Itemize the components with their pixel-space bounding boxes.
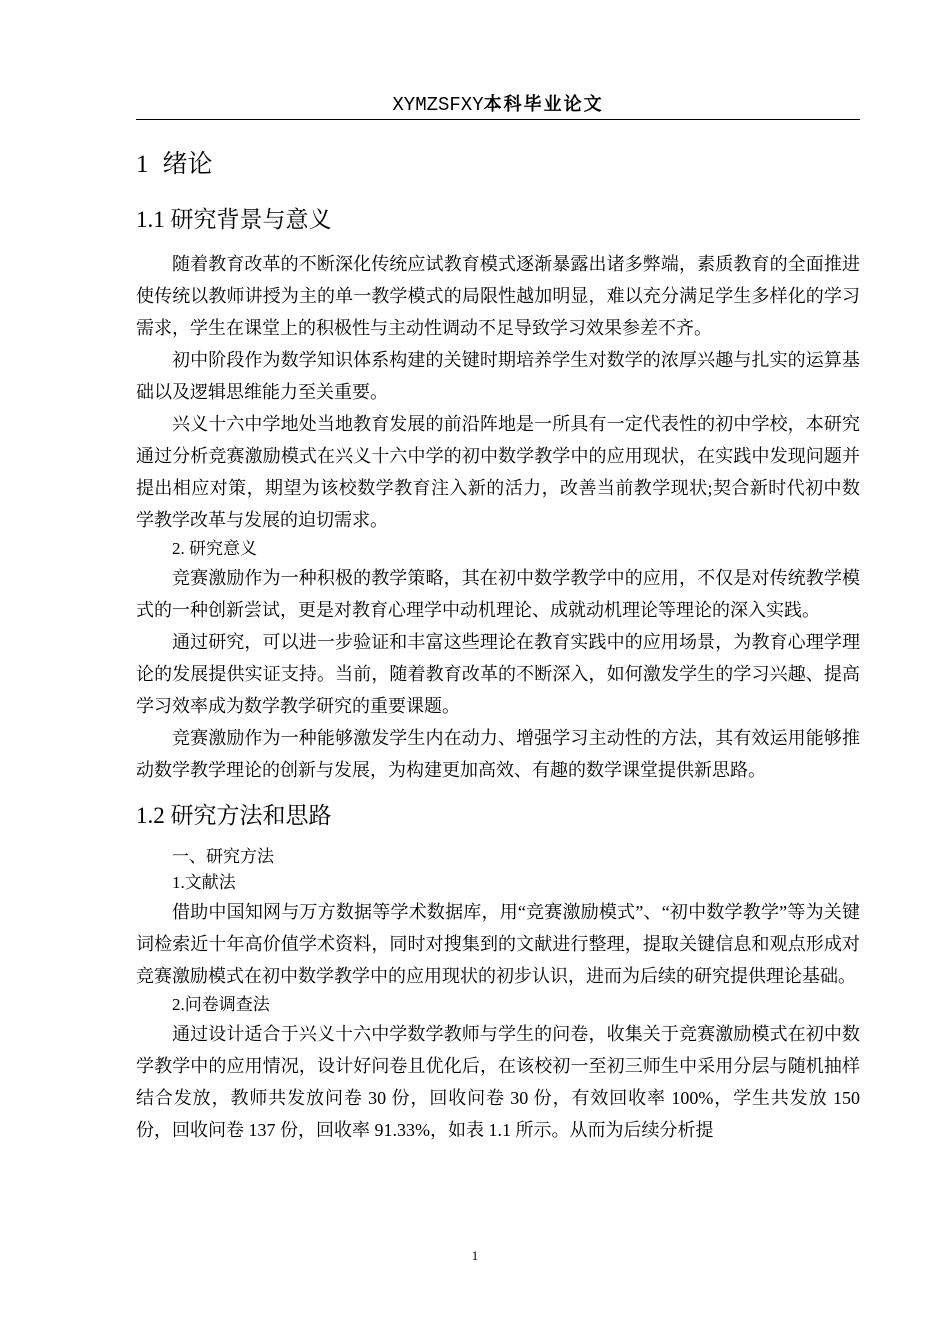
chapter-heading [136, 140, 860, 190]
paragraph: 随着教育改革的不断深化传统应试教育模式逐渐暴露出诸多弊端，素质教育的全面推进使传统以教师讲授为主的单一教学模式的局限性越加明显，难以充分满足学生多样化的学习需求，学生在课堂上的积极性与主动性调动不足导致学习效果参差不齐。 [136, 254, 860, 338]
chapter-number: 1 [136, 151, 149, 178]
sub-heading-literature: 1.文献法 [172, 873, 236, 892]
paragraph: 通过研究，可以进一步验证和丰富这些理论在教育实践中的应用场景，为教育心理学理论的发展提供实证支持。当前，随着教育改革的不断深入，如何激发学生的学习兴趣、提高学习效率成为数学教学研究的重要课题。 [136, 632, 860, 716]
paragraph: 通过设计适合于兴义十六中学数学教师与学生的问卷，收集关于竞赛激励模式在初中数学教学中的应用情况，设计好问卷且优化后，在该校初一至初三师生中采用分层与随机抽样结合发放，教师共发放问卷 30 份，回收问卷 30 份，有效回收率 100%，学生共发放 150 份，回收问卷 137 份，回收率 91.33%，如表 1.1 所示。从而为后续分析提 [136, 1024, 860, 1140]
paragraph: 借助中国知网与万方数据等学术数据库，用“竞赛激励模式”、“初中数学教学”等为关键词检索近十年高价值学术资料，同时对搜集到的文献进行整理，提取关键信息和观点形成对竞赛激励模式在初中数学教学中的应用现状的初步认识，进而为后续的研究提供理论基础。 [136, 902, 860, 986]
paragraph: 初中阶段作为数学知识体系构建的关键时期培养学生对数学的浓厚兴趣与扎实的运算基础以及逻辑思维能力至关重要。 [136, 350, 860, 402]
section-heading-1-1: 1.1 研究背景与意义 [136, 207, 332, 232]
body-content [136, 140, 860, 1146]
page-header [136, 92, 860, 120]
chapter-title: 绪论 [162, 151, 213, 178]
sub-heading-significance: 2. 研究意义 [172, 539, 257, 558]
page-number: 1 [471, 1248, 479, 1263]
paragraph: 兴义十六中学地处当地教育发展的前沿阵地是一所具有一定代表性的初中学校，本研究通过分析竞赛激励模式在兴义十六中学的初中数学教学中的应用现状，在实践中发现问题并提出相应对策，期望为该校数学教育注入新的活力，改善当前教学现状;契合新时代初中数学教学改革与发展的迫切需求。 [136, 414, 860, 530]
paragraph: 竞赛激励作为一种能够激发学生内在动力、增强学习主动性的方法，其有效运用能够推动数学教学理论的创新与发展，为构建更加高效、有趣的数学课堂提供新思路。 [136, 728, 860, 780]
sub-heading-methods: 一、研究方法 [172, 847, 274, 866]
header-title: 本科毕业论文 [483, 94, 604, 115]
paragraph: 竞赛激励作为一种积极的教学策略，其在初中数学教学中的应用，不仅是对传统教学模式的一种创新尝试，更是对教育心理学中动机理论、成就动机理论等理论的深入实践。 [136, 568, 860, 620]
sub-heading-survey: 2.问卷调查法 [172, 995, 270, 1014]
section-heading-1-2: 1.2 研究方法和思路 [136, 803, 332, 828]
header-school: XYMZSFXY [392, 94, 484, 116]
